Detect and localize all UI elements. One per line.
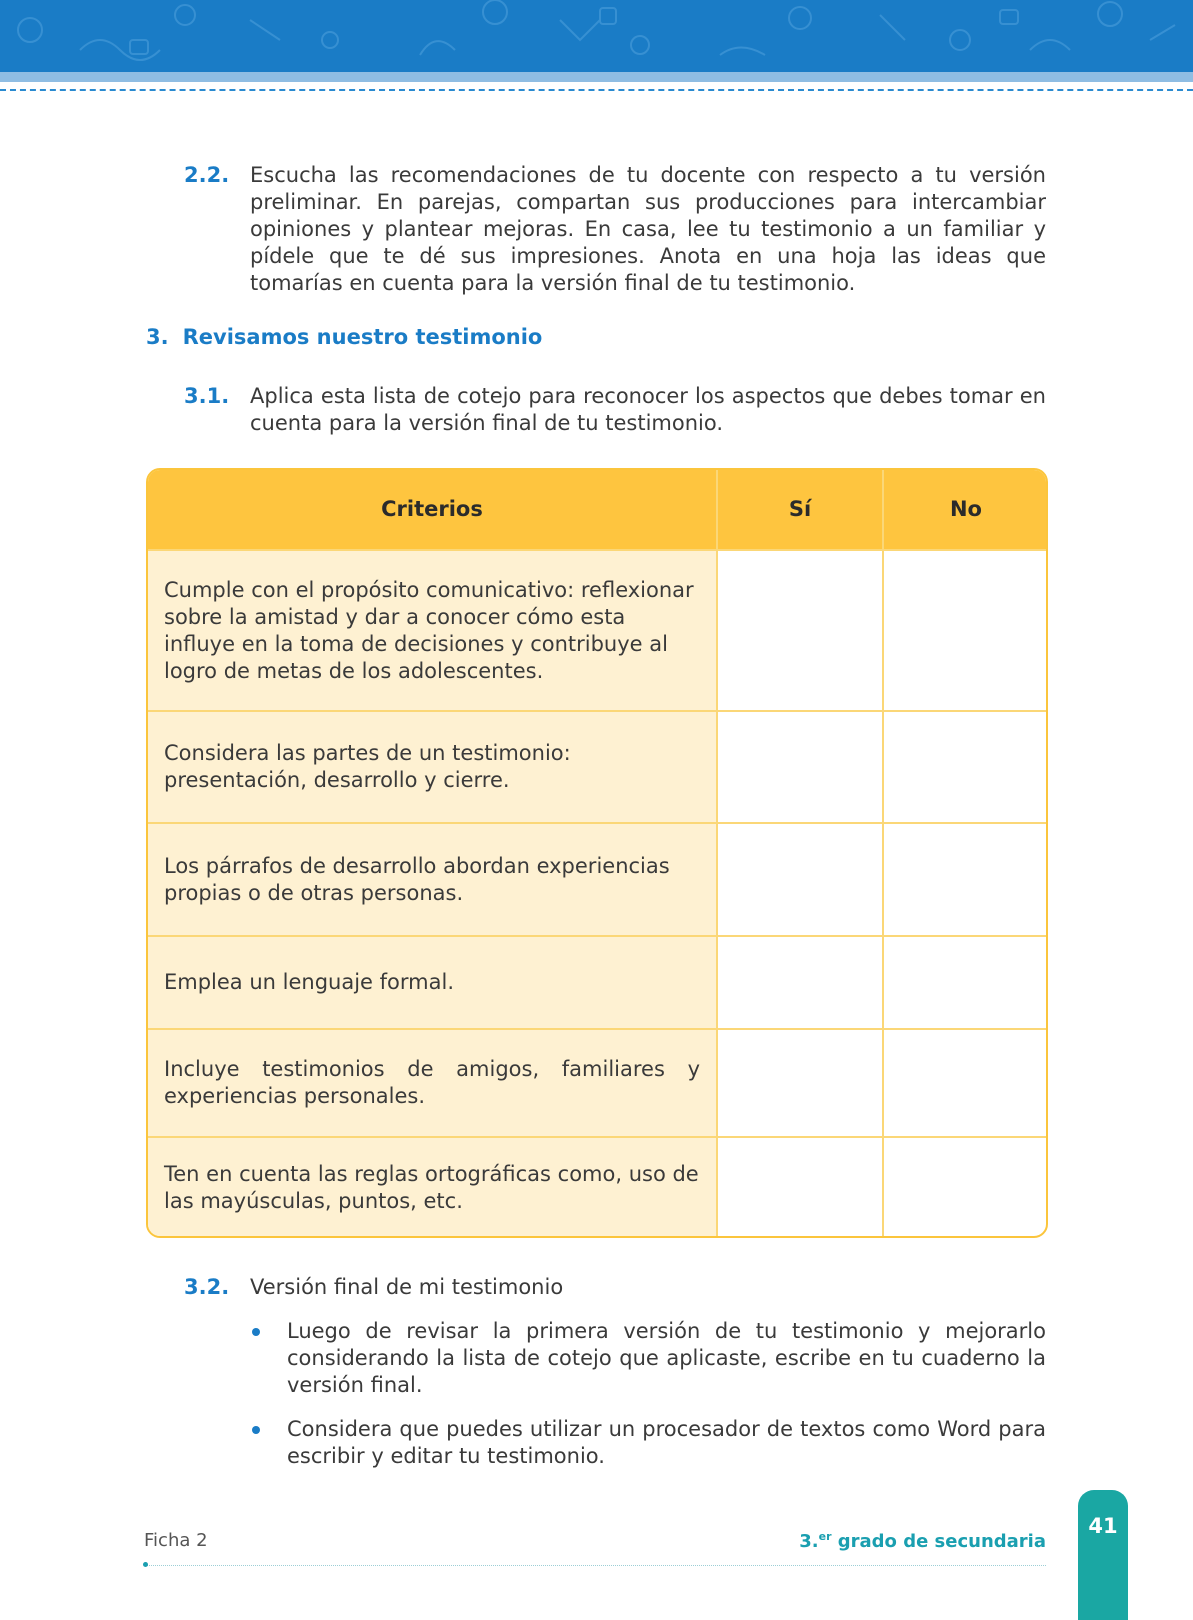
table-row (148, 1028, 1046, 1136)
header-doodle-pattern (0, 0, 1193, 72)
bullet-text: Considera que puedes utilizar un procesador de textos como Word para escribir y editar tu testimonio. (287, 1417, 1046, 1468)
item-text: Escucha las recomendaciones de tu docente con respecto a tu versión preliminar. En parejas, compartan sus producciones para intercambiar opiniones y plantear mejoras. En casa, lee tu testimonio a un familiar y pídele que te dé sus impresiones. Anota en una hoja las ideas que tomarías en cuenta para la versión final de tu testimonio. (250, 163, 1046, 295)
bullet-text: Luego de revisar la primera versión de tu testimonio y mejorarlo considerando la lista de cotejo que aplicaste, escribe en tu cuaderno la versión final. (287, 1319, 1046, 1397)
table-header-row (148, 470, 1046, 549)
list-item (252, 1416, 1046, 1470)
section-title-text: Revisamos nuestro testimonio (182, 325, 543, 349)
footer-dot-icon (143, 1562, 148, 1567)
criterion-text: Cumple con el propósito comunicativo: reflexionar sobre la amistad y dar a conocer cómo esta influye en la toma de decisiones y contribuye al logro de metas de los adolescentes. (164, 577, 694, 683)
table-row (148, 1136, 1046, 1238)
header-dashed-divider (0, 89, 1193, 91)
section-title (146, 325, 542, 349)
header-stripe (0, 72, 1193, 82)
table-row (148, 549, 1046, 710)
criterion-cell (148, 1138, 716, 1238)
item-text: Versión final de mi testimonio (250, 1275, 564, 1299)
item-3-2 (184, 1274, 1046, 1301)
bullet-icon (252, 1328, 260, 1336)
grade-number: 3. (799, 1531, 819, 1552)
criterion-text: Ten en cuenta las reglas ortográficas como, uso de las mayúsculas, puntos, etc. (164, 1162, 699, 1213)
column-divider (882, 470, 884, 1236)
criterion-cell (148, 937, 716, 1028)
criterion-text: Emplea un lenguaje formal. (164, 970, 454, 994)
footer-ficha: Ficha 2 (144, 1530, 208, 1551)
criterion-cell (148, 551, 716, 710)
table-row (148, 935, 1046, 1028)
item-number: 3.2. (184, 1275, 230, 1299)
criterion-cell (148, 712, 716, 822)
item-text: Aplica esta lista de cotejo para reconocer los aspectos que debes tomar en cuenta para la versión final de tu testimonio. (250, 384, 1046, 435)
criterion-cell (148, 824, 716, 935)
bullet-icon (252, 1426, 260, 1434)
checklist-table (146, 468, 1048, 1238)
header-no: No (949, 497, 982, 521)
column-divider (716, 470, 718, 1236)
section-number: 3. (146, 325, 169, 349)
criterion-text: Incluye testimonios de amigos, familiares y experiencias personales. (164, 1057, 700, 1108)
item-number: 3.1. (184, 384, 230, 408)
page-number-tab (1078, 1490, 1128, 1620)
list-item (252, 1318, 1046, 1399)
item-number: 2.2. (184, 163, 230, 187)
footer-grade (799, 1530, 1046, 1552)
criterion-text: Los párrafos de desarrollo abordan experiencias propias o de otras personas. (164, 853, 670, 905)
grade-superscript: er (818, 1530, 832, 1543)
item-3-1 (184, 383, 1046, 437)
footer-divider (144, 1565, 1046, 1566)
table-row (148, 710, 1046, 822)
table-row (148, 822, 1046, 935)
page-number: 41 (1088, 1514, 1118, 1538)
criterion-cell (148, 1030, 716, 1136)
item-2-2 (184, 162, 1046, 297)
grade-text: grado de secundaria (831, 1531, 1046, 1552)
header-band (0, 0, 1193, 72)
header-si: Sí (788, 497, 812, 521)
header-criterios: Criterios (381, 497, 483, 521)
criterion-text: Considera las partes de un testimonio: presentación, desarrollo y cierre. (164, 741, 571, 792)
